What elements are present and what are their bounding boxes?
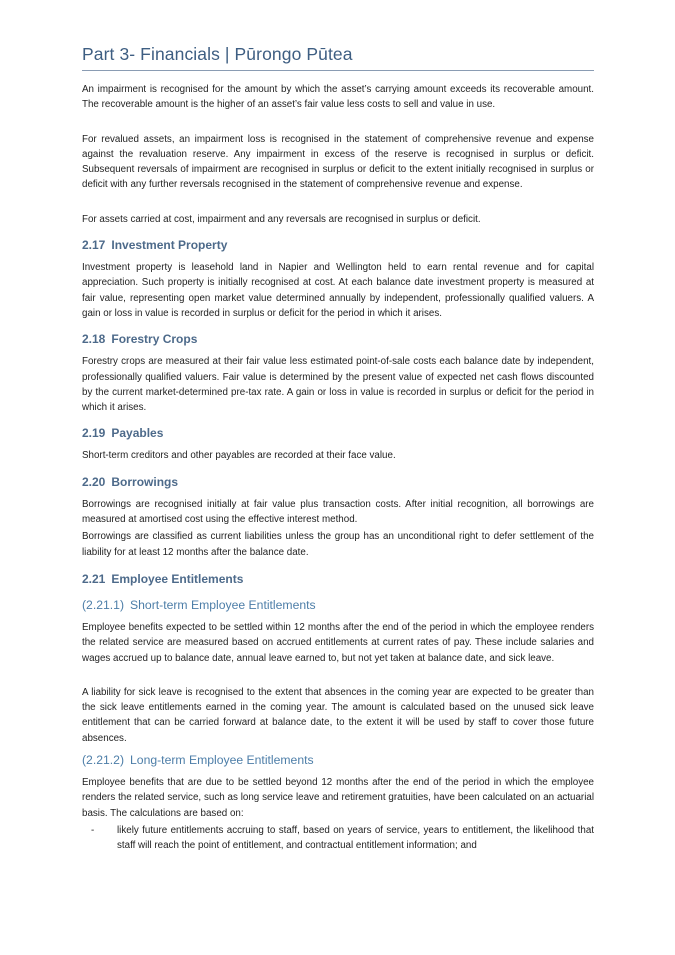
borrowings-paragraph-2: Borrowings are classified as current liabilities unless the group has an unconditional right to defer settlement of the liability for at least 12 months after the balance date. — [82, 531, 594, 558]
section-heading-2-19 — [82, 425, 594, 441]
borrowings-paragraph-1: Borrowings are recognised initially at fair value plus transaction costs. After initial recognition, all borrowings are measured at amortised cost using the effective interest method. — [82, 498, 594, 526]
section-number: 2.17 — [82, 238, 106, 253]
section-number: 2.20 — [82, 474, 106, 489]
short-term-paragraph-1: Employee benefits expected to be settled within 12 months after the end of the period in which the employee renders the related service are measured based on accrued entitlements at current rates of pay. These include salaries and wages accrued up to balance date, annual leave earned to, but not yet taken at balance date, and sick leave. — [82, 621, 594, 664]
section-heading-2-21 — [82, 571, 594, 587]
section-heading-2-20 — [82, 474, 594, 490]
long-term-paragraph-1: Employee benefits that are due to be settled beyond 12 months after the end of the period in which the employee renders the related service, such as long service leave and retirement gratuities, have been calculated on an actuarial basis. The calculations are based on: — [82, 777, 594, 819]
investment-property-paragraph: Investment property is leasehold land in Napier and Wellington held to earn rental revenue and for capital appreciation. Such property is initially recognised at cost. At each balance date investment property is measured at fair value, representing open market value determined annually by independent, professionally qualified valuers. A gain or loss in value is recorded in surplus or deficit for the period in which it arises. — [82, 262, 594, 319]
section-heading-2-17 — [82, 237, 594, 253]
payables-paragraph: Short-term creditors and other payables are recorded at their face value. — [82, 450, 396, 462]
intro-paragraph-2: For revalued assets, an impairment loss is recognised in the statement of comprehensive revenue and expense against the revaluation reserve. Any impairment in excess of the reserve is recognised in surplus or deficit. Subsequent reversals of impairment are recognised in surplus or deficit to the extent initially recognised in surplus or deficit with any further reversals recognised in the statement of comprehensive revenue and expense. — [82, 133, 594, 191]
section-title: Payables — [111, 426, 164, 441]
subsection-number: (2.21.2) — [82, 753, 125, 768]
subsection-title: Long-term Employee Entitlements — [130, 753, 314, 768]
subsection-heading-2-21-1 — [82, 597, 594, 613]
long-term-bullet-list — [82, 823, 594, 854]
page-title: Part 3- Financials | Pūrongo Pūtea — [82, 0, 594, 71]
section-heading-2-18 — [82, 331, 594, 347]
section-number: 2.19 — [82, 426, 106, 441]
subsection-heading-2-21-2 — [82, 752, 594, 768]
section-number: 2.21 — [82, 571, 106, 586]
subsection-number: (2.21.1) — [82, 597, 125, 612]
intro-paragraph-3: For assets carried at cost, impairment and any reversals are recognised in surplus or deficit. — [82, 213, 481, 225]
section-title: Borrowings — [111, 474, 179, 489]
short-term-paragraph-2: A liability for sick leave is recognised to the extent that absences in the coming year are expected to be greater than the sick leave entitlements earned in the coming year. The amount is calculated based on the unused sick leave entitlement that can be carried forward at balance date, to the extent it will be used by staff to cover those future absences. — [82, 686, 594, 744]
list-item-text: likely future entitlements accruing to staff, based on years of service, years to entitlement, the likelihood that staff will reach the point of entitlement, and contractual entitlement information; and — [117, 824, 594, 852]
section-title: Forestry Crops — [111, 332, 198, 347]
forestry-crops-paragraph: Forestry crops are measured at their fair value less estimated point-of-sale costs each balance date by independent, professionally qualified valuers. Fair value is determined by the present value of expected net cash flows discounted by the current market-determined pre-tax rate. A gain or loss in value is recorded in surplus or deficit for the period in which it arises. — [82, 356, 594, 414]
intro-paragraph-1: An impairment is recognised for the amount by which the asset’s carrying amount exceeds its recoverable amount. The recoverable amount is the higher of an asset’s fair value less costs to sell and value in use. — [82, 84, 594, 111]
list-item — [82, 823, 594, 854]
section-title: Employee Entitlements — [111, 571, 244, 586]
subsection-title: Short-term Employee Entitlements — [130, 597, 316, 612]
list-bullet-marker: - — [91, 824, 95, 836]
section-number: 2.18 — [82, 332, 106, 347]
section-title: Investment Property — [111, 238, 228, 253]
